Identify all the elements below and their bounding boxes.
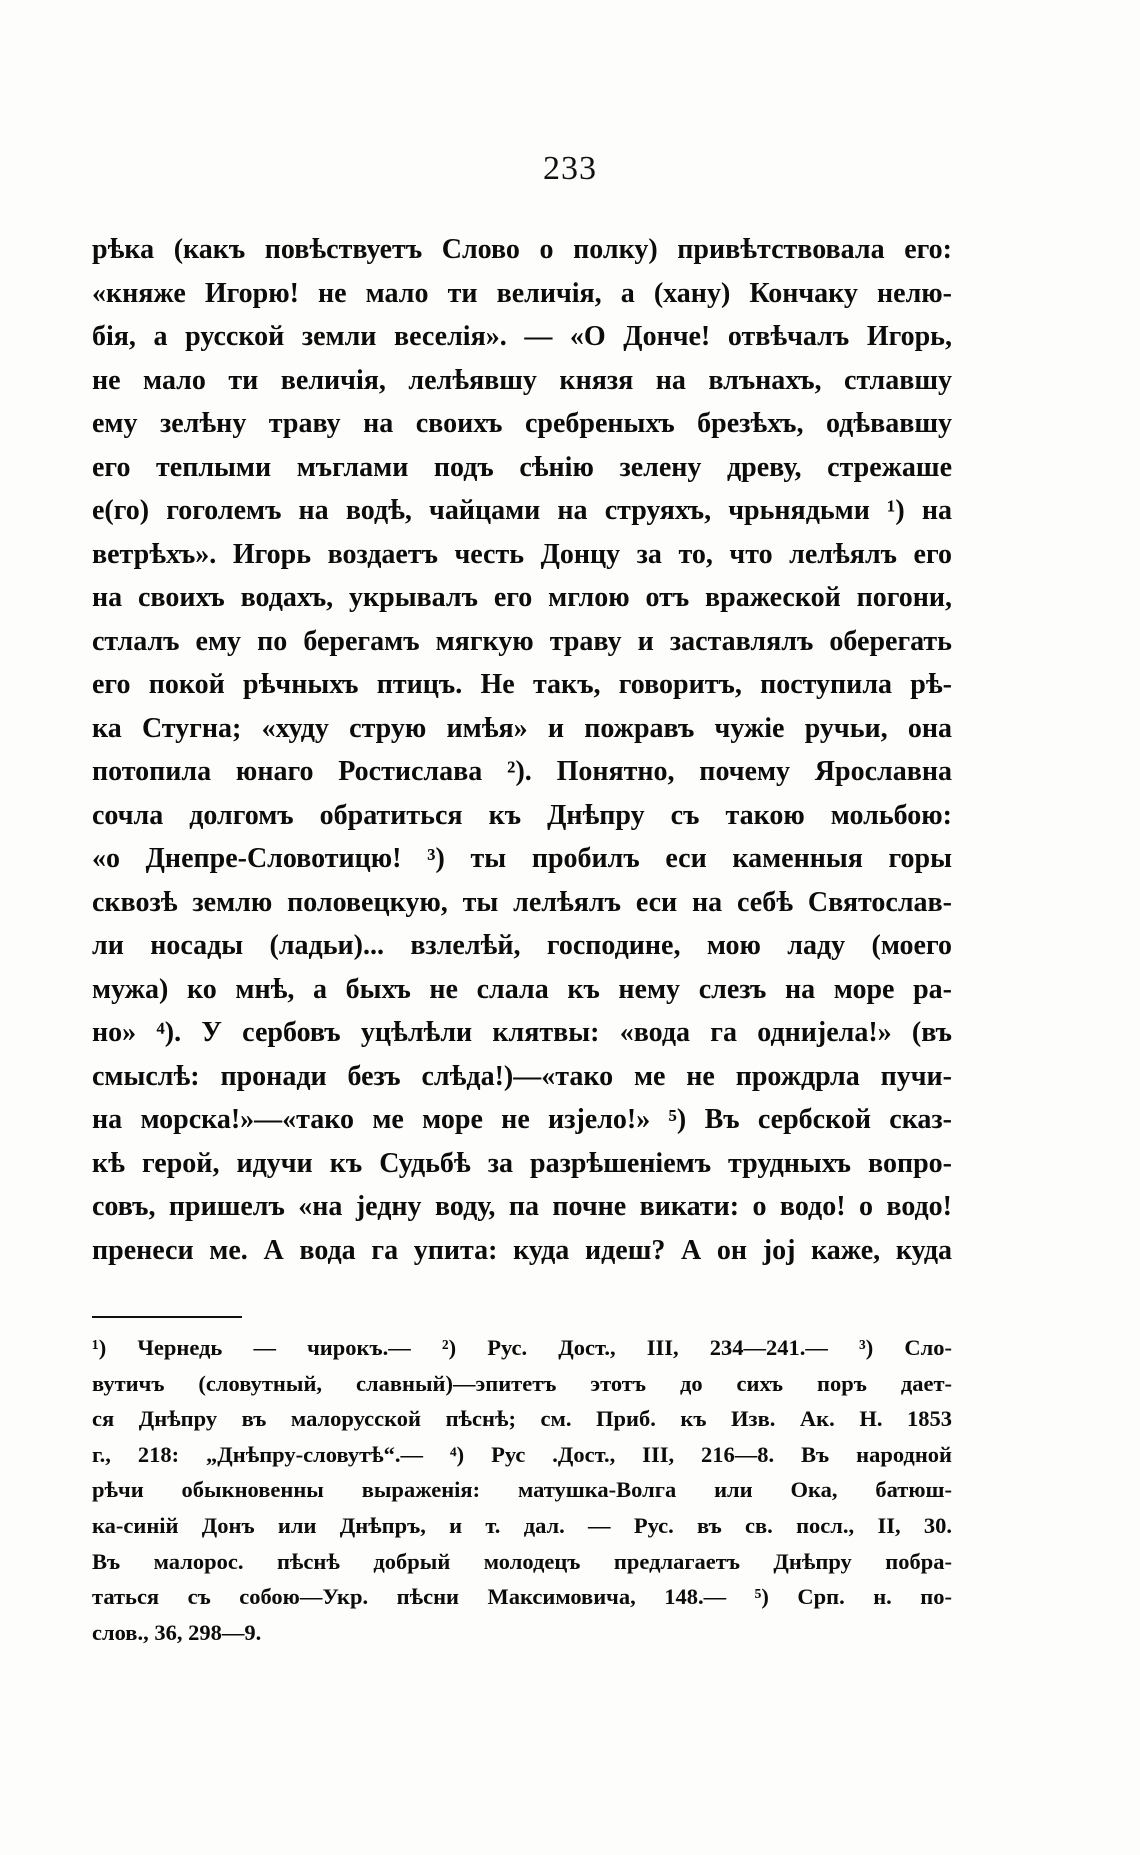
- footnote-line: слов., 36, 298—9.: [92, 1619, 262, 1645]
- footnote-line: Въ малорос. пѣснѣ добрый молодецъ предлагаетъ Днѣпру побра-: [92, 1548, 952, 1574]
- body-line: «княже Игорю! не мало ти величія, а (хану) Кончаку нелю-: [92, 277, 952, 309]
- body-line: сквозѣ землю половецкую, ты лелѣялъ еси на себѣ Святослав-: [92, 886, 952, 918]
- body-line: ему зелѣну траву на своихъ сребреныхъ брезѣхъ, одѣвавшу: [92, 408, 952, 439]
- body-line: на своихъ водахъ, укрывалъ его мглою отъ вражеской погони,: [92, 582, 952, 613]
- footnotes: [92, 1330, 952, 1650]
- body-line: потопила юнаго Ростислава ²). Понятно, почему Ярославна: [92, 756, 952, 787]
- footnote-line: таться съ собою—Укр. пѣсни Максимовича, 148.— ⁵) Срп. н. по-: [92, 1584, 952, 1610]
- body-line: совъ, пришелъ «на једну воду, па почне викати: о водо! о водо!: [92, 1191, 952, 1222]
- page-number: 233: [543, 150, 597, 187]
- footnote-line: ка-синій Донъ или Днѣпръ, и т. дал. — Рус. въ св. посл., II, 30.: [92, 1512, 952, 1538]
- footnote-line: ся Днѣпру въ малорусской пѣснѣ; см. Приб. къ Изв. Ак. Н. 1853: [92, 1406, 952, 1432]
- footnote-line: ¹) Чернедь — чирокъ.— ²) Рус. Дост., III, 234—241.— ³) Сло-: [92, 1335, 952, 1360]
- body-line: кѣ герой, идучи къ Судьбѣ за разрѣшеніемъ трудныхъ вопро-: [92, 1147, 952, 1179]
- body-line: мужа) ко мнѣ, а быхъ не слала къ нему слезъ на море ра-: [92, 973, 952, 1005]
- body-line: е(го) гоголемъ на водѣ, чайцами на струяхъ, чрьнядьми ¹) на: [92, 495, 952, 526]
- body-line: стлалъ ему по берегамъ мягкую траву и заставлялъ оберегать: [92, 625, 952, 657]
- body-line: ли носады (ладьи)... взлелѣй, господине, мою ладу (моего: [92, 930, 952, 961]
- body-text: [92, 228, 952, 1272]
- body-line: ка Стугна; «худу струю имѣя» и пожравъ чужіе ручьи, она: [92, 712, 952, 744]
- body-line: его покой рѣчныхъ птицъ. Не такъ, говоритъ, поступила рѣ-: [92, 669, 952, 700]
- body-line: «о Днепре-Словотицю! ³) ты пробилъ еси каменныя горы: [92, 843, 952, 874]
- body-line: смыслѣ: пронади безъ слѣда!)—«тако ме не прождрла пучи-: [92, 1060, 952, 1092]
- body-line: бія, а русской земли веселія». — «О Донче! отвѣчалъ Игорь,: [92, 321, 952, 352]
- body-line: сочла долгомъ обратиться къ Днѣпру съ такою мольбою:: [92, 799, 952, 831]
- footnote-divider: [92, 1316, 242, 1318]
- body-line: но» ⁴). У сербовъ уцѣлѣли клятвы: «вода га однијела!» (въ: [92, 1017, 952, 1048]
- footnote-line: вутичъ (словутный, славный)—эпитетъ этотъ до сихъ поръ дает-: [92, 1370, 952, 1396]
- body-line: на морска!»—«тако ме море не изјело!» ⁵) Въ сербской сказ-: [92, 1104, 952, 1135]
- body-line: рѣка (какъ повѣствуетъ Слово о полку) привѣтствовала его:: [92, 234, 952, 265]
- body-line: ветрѣхъ». Игорь воздаетъ честь Донцу за то, что лелѣялъ его: [92, 538, 952, 570]
- body-line: не мало ти величія, лелѣявшу князя на влънахъ, стлавшу: [92, 364, 952, 396]
- footnote-line: рѣчи обыкновенны выраженія: матушка-Волга или Ока, батюш-: [92, 1477, 952, 1503]
- footnote-line: г., 218: „Днѣпру-словутѣ“.— ⁴) Рус .Дост., III, 216—8. Въ народной: [92, 1441, 952, 1467]
- body-line: его теплыми мъглами подъ сѣнію зелену древу, стрежаше: [92, 451, 952, 483]
- body-line: пренеси ме. А вода га упита: куда идеш? А он јој каже, куда: [92, 1234, 952, 1266]
